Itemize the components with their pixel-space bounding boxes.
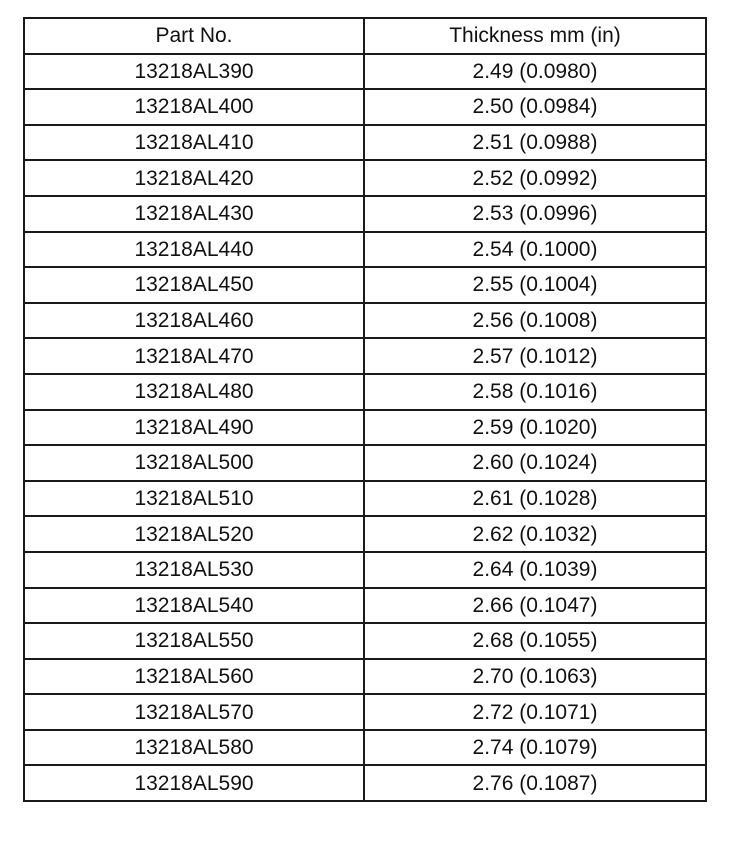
part-number-cell: 13218AL420 <box>24 160 364 196</box>
thickness-cell: 2.62 (0.1032) <box>364 516 706 552</box>
table-row <box>24 730 706 766</box>
thickness-cell: 2.68 (0.1055) <box>364 623 706 659</box>
table-header-row <box>24 18 706 54</box>
thickness-cell: 2.61 (0.1028) <box>364 481 706 517</box>
part-number-cell: 13218AL470 <box>24 338 364 374</box>
part-number-cell: 13218AL590 <box>24 765 364 801</box>
table-row <box>24 303 706 339</box>
part-number-cell: 13218AL410 <box>24 125 364 161</box>
part-number-cell: 13218AL440 <box>24 232 364 268</box>
part-number-cell: 13218AL560 <box>24 659 364 695</box>
table-row <box>24 267 706 303</box>
thickness-cell: 2.52 (0.0992) <box>364 160 706 196</box>
thickness-cell: 2.57 (0.1012) <box>364 338 706 374</box>
table-row <box>24 125 706 161</box>
part-number-cell: 13218AL570 <box>24 694 364 730</box>
table-row <box>24 623 706 659</box>
thickness-cell: 2.49 (0.0980) <box>364 54 706 90</box>
thickness-cell: 2.54 (0.1000) <box>364 232 706 268</box>
thickness-cell: 2.56 (0.1008) <box>364 303 706 339</box>
thickness-cell: 2.59 (0.1020) <box>364 410 706 446</box>
thickness-cell: 2.55 (0.1004) <box>364 267 706 303</box>
part-number-cell: 13218AL510 <box>24 481 364 517</box>
part-number-cell: 13218AL480 <box>24 374 364 410</box>
table-row <box>24 196 706 232</box>
thickness-cell: 2.72 (0.1071) <box>364 694 706 730</box>
thickness-cell: 2.60 (0.1024) <box>364 445 706 481</box>
header-part-no: Part No. <box>24 18 364 54</box>
thickness-cell: 2.50 (0.0984) <box>364 89 706 125</box>
table-row <box>24 516 706 552</box>
table-row <box>24 374 706 410</box>
table-row <box>24 410 706 446</box>
table-row <box>24 160 706 196</box>
part-number-cell: 13218AL450 <box>24 267 364 303</box>
thickness-cell: 2.66 (0.1047) <box>364 588 706 624</box>
part-number-cell: 13218AL400 <box>24 89 364 125</box>
thickness-cell: 2.70 (0.1063) <box>364 659 706 695</box>
table-row <box>24 659 706 695</box>
header-thickness: Thickness mm (in) <box>364 18 706 54</box>
table-row <box>24 588 706 624</box>
thickness-cell: 2.76 (0.1087) <box>364 765 706 801</box>
part-number-cell: 13218AL530 <box>24 552 364 588</box>
thickness-cell: 2.64 (0.1039) <box>364 552 706 588</box>
table-row <box>24 232 706 268</box>
table-row <box>24 338 706 374</box>
part-number-cell: 13218AL490 <box>24 410 364 446</box>
thickness-cell: 2.58 (0.1016) <box>364 374 706 410</box>
table-row <box>24 481 706 517</box>
table-row <box>24 89 706 125</box>
table-row <box>24 552 706 588</box>
part-number-cell: 13218AL540 <box>24 588 364 624</box>
table-row <box>24 54 706 90</box>
thickness-cell: 2.74 (0.1079) <box>364 730 706 766</box>
table-row <box>24 694 706 730</box>
part-number-cell: 13218AL520 <box>24 516 364 552</box>
thickness-cell: 2.51 (0.0988) <box>364 125 706 161</box>
table-body <box>24 54 706 801</box>
part-number-cell: 13218AL500 <box>24 445 364 481</box>
thickness-table <box>23 17 707 802</box>
part-number-cell: 13218AL580 <box>24 730 364 766</box>
table-row <box>24 765 706 801</box>
part-number-cell: 13218AL390 <box>24 54 364 90</box>
part-number-cell: 13218AL550 <box>24 623 364 659</box>
thickness-cell: 2.53 (0.0996) <box>364 196 706 232</box>
part-number-cell: 13218AL430 <box>24 196 364 232</box>
table-row <box>24 445 706 481</box>
part-number-cell: 13218AL460 <box>24 303 364 339</box>
